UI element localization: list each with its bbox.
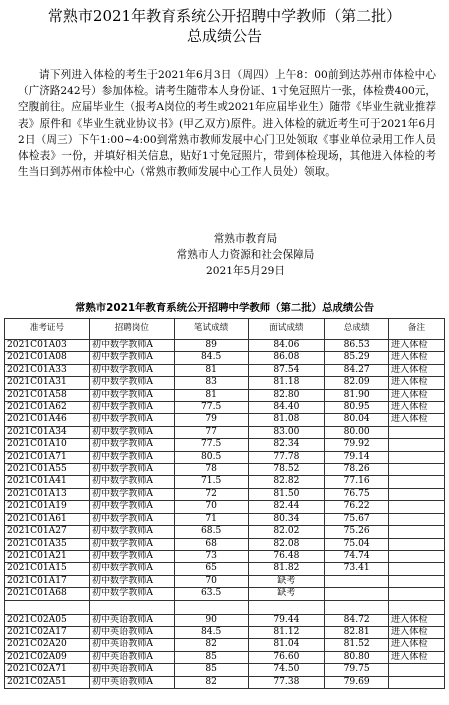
cell-written-score: 70 [174, 501, 248, 513]
cell-written-score: 89 [174, 340, 248, 352]
cell-exam-id: 2021C01A46 [5, 414, 90, 426]
cell-exam-id: 2021C01A41 [5, 476, 90, 488]
cell-total-score: 85.29 [325, 352, 389, 364]
cell-position: 初中数学教师A [89, 352, 174, 364]
cell-written-score: 78 [174, 464, 248, 476]
cell-exam-id: 2021C01A17 [5, 575, 90, 587]
cell-exam-id: 2021C01A21 [5, 550, 90, 562]
cell-written-score: 90 [174, 614, 248, 626]
notice-body [18, 67, 436, 180]
cell-exam-id: 2021C02A17 [5, 626, 90, 638]
cell-written-score: 71 [174, 513, 248, 525]
cell-written-score: 82 [174, 676, 248, 688]
table-row [5, 538, 445, 550]
cell-remark [389, 550, 445, 562]
cell-position: 初中数学教师A [89, 476, 174, 488]
table-row [5, 626, 445, 638]
cell-position: 初中数学教师A [89, 464, 174, 476]
cell-remark: 进入体检 [389, 651, 445, 663]
cell-written-score: 72 [174, 488, 248, 500]
table-body [5, 340, 445, 689]
table-row [5, 651, 445, 663]
cell-written-score: 68 [174, 538, 248, 550]
table-row [5, 614, 445, 626]
cell-exam-id: 2021C01A34 [5, 426, 90, 438]
cell-written-score: 85 [174, 664, 248, 676]
cell-position: 初中数学教师A [89, 513, 174, 525]
cell-written-score: 77.5 [174, 439, 248, 451]
cell-remark [389, 526, 445, 538]
cell-remark: 进入体检 [389, 402, 445, 414]
table-row [5, 563, 445, 575]
cell-remark [389, 664, 445, 676]
cell-interview-score: 81.08 [248, 414, 325, 426]
cell-written-score: 82 [174, 639, 248, 651]
cell-position: 初中数学教师A [89, 439, 174, 451]
cell-interview-score: 82.08 [248, 538, 325, 550]
cell-total-score: 75.04 [325, 538, 389, 550]
signature-block [0, 231, 449, 280]
notice-paragraph: 请下列进入体检的考生于2021年6月3日（周四）上午8：00前到达苏州市体检中心（广济路242号）参加体检。请考生随带本人身份证、1寸免冠照片一张，体检费400元，空腹前往。应届毕业生（报考A岗位的考生或2021年应届毕业生）随带《毕业生就业推荐表》原件和《毕业生就业协议书》(甲乙双方)原件。进入体检的就近考生可于2021年6月2日（周三）下午1:00~4:00到常熟市教师发展中心门卫处领取《事业单位录用工作人员体检表》一份，并填好相关信息，贴好1寸免冠照片，带到体检现场，其他进入体检的考生当日到苏州市体检中心（常熟市教师发展中心工作人员处）领取。 [18, 69, 436, 179]
table-title: 常熟市2021年教育系统公开招聘中学教师（第二批）总成绩公告 [74, 302, 375, 314]
cell-interview-score: 缺考 [248, 575, 325, 587]
cell-total-score [325, 588, 389, 600]
cell-interview-score: 86.08 [248, 352, 325, 364]
cell-total-score: 78.26 [325, 464, 389, 476]
cell-written-score: 81 [174, 389, 248, 401]
cell-remark [389, 538, 445, 550]
cell-remark [389, 600, 445, 614]
cell-interview-score: 74.50 [248, 664, 325, 676]
table-row [5, 414, 445, 426]
cell-exam-id: 2021C02A05 [5, 614, 90, 626]
cell-interview-score: 82.02 [248, 526, 325, 538]
cell-remark [389, 426, 445, 438]
cell-interview-score: 77.38 [248, 676, 325, 688]
table-row [5, 588, 445, 600]
cell-written-score: 63.5 [174, 588, 248, 600]
cell-total-score: 79.75 [325, 664, 389, 676]
cell-position: 初中数学教师A [89, 377, 174, 389]
cell-remark [389, 575, 445, 587]
cell-interview-score: 81.12 [248, 626, 325, 638]
cell-remark [389, 476, 445, 488]
table-row [5, 488, 445, 500]
cell-remark [389, 451, 445, 463]
cell-total-score: 79.92 [325, 439, 389, 451]
cell-exam-id: 2021C01A55 [5, 464, 90, 476]
cell-exam-id: 2021C01A08 [5, 352, 90, 364]
table-row [5, 600, 445, 614]
cell-interview-score: 81.18 [248, 377, 325, 389]
signer-education-bureau: 常熟市教育局 [213, 233, 278, 245]
cell-interview-score: 缺考 [248, 588, 325, 600]
table-row [5, 476, 445, 488]
cell-position: 初中数学教师A [89, 563, 174, 575]
document-title: 常熟市2021年教育系统公开招聘中学教师（第二批） [47, 7, 402, 25]
cell-total-score: 81.52 [325, 639, 389, 651]
cell-total-score: 79.14 [325, 451, 389, 463]
cell-interview-score: 84.06 [248, 340, 325, 352]
cell-total-score: 86.53 [325, 340, 389, 352]
cell-position: 初中数学教师A [89, 488, 174, 500]
cell-remark [389, 488, 445, 500]
table-row [5, 451, 445, 463]
cell-total-score: 82.09 [325, 377, 389, 389]
cell-total-score: 75.67 [325, 513, 389, 525]
cell-remark: 进入体检 [389, 614, 445, 626]
cell-exam-id: 2021C01A62 [5, 402, 90, 414]
cell-exam-id: 2021C01A35 [5, 538, 90, 550]
cell-interview-score: 76.48 [248, 550, 325, 562]
cell-interview-score: 81.50 [248, 488, 325, 500]
cell-position [89, 600, 174, 614]
cell-remark [389, 676, 445, 688]
cell-remark: 进入体检 [389, 352, 445, 364]
cell-written-score: 81 [174, 364, 248, 376]
cell-total-score [325, 600, 389, 614]
cell-exam-id: 2021C01A31 [5, 377, 90, 389]
cell-interview-score: 83.00 [248, 426, 325, 438]
cell-position: 初中英语教师A [89, 664, 174, 676]
cell-exam-id: 2021C01A27 [5, 526, 90, 538]
cell-exam-id: 2021C01A03 [5, 340, 90, 352]
notice-date: 2021年5月29日 [206, 265, 285, 278]
cell-interview-score: 82.80 [248, 389, 325, 401]
table-row [5, 501, 445, 513]
cell-written-score: 68.5 [174, 526, 248, 538]
table-row [5, 402, 445, 414]
score-table [4, 318, 445, 689]
cell-interview-score [248, 600, 325, 614]
cell-remark: 进入体检 [389, 626, 445, 638]
cell-position: 初中数学教师A [89, 340, 174, 352]
cell-total-score: 76.75 [325, 488, 389, 500]
cell-exam-id: 2021C01A33 [5, 364, 90, 376]
cell-interview-score: 77.78 [248, 451, 325, 463]
cell-remark [389, 439, 445, 451]
document-subtitle: 总成绩公告 [186, 27, 262, 45]
cell-interview-score: 81.04 [248, 639, 325, 651]
cell-interview-score: 80.34 [248, 513, 325, 525]
cell-total-score: 80.80 [325, 651, 389, 663]
header-position: 招聘岗位 [89, 319, 174, 340]
cell-position: 初中英语教师A [89, 626, 174, 638]
table-row [5, 575, 445, 587]
cell-total-score: 77.16 [325, 476, 389, 488]
cell-remark: 进入体检 [389, 414, 445, 426]
cell-exam-id [5, 600, 90, 614]
cell-position: 初中数学教师A [89, 426, 174, 438]
cell-position: 初中数学教师A [89, 402, 174, 414]
cell-total-score: 74.74 [325, 550, 389, 562]
cell-interview-score: 81.82 [248, 563, 325, 575]
cell-position: 初中英语教师A [89, 651, 174, 663]
cell-written-score [174, 600, 248, 614]
cell-remark [389, 588, 445, 600]
header-interview-score: 面试成绩 [248, 319, 325, 340]
cell-position: 初中英语教师A [89, 676, 174, 688]
cell-position: 初中数学教师A [89, 414, 174, 426]
table-row [5, 676, 445, 688]
table-row [5, 526, 445, 538]
cell-exam-id: 2021C01A15 [5, 563, 90, 575]
cell-total-score: 80.04 [325, 414, 389, 426]
cell-written-score: 65 [174, 563, 248, 575]
cell-exam-id: 2021C01A19 [5, 501, 90, 513]
header-remark: 备注 [389, 319, 445, 340]
cell-interview-score: 82.44 [248, 501, 325, 513]
table-row [5, 426, 445, 438]
signer-hr-bureau: 常熟市人力资源和社会保障局 [176, 249, 315, 262]
cell-exam-id: 2021C01A58 [5, 389, 90, 401]
cell-exam-id: 2021C01A61 [5, 513, 90, 525]
cell-total-score: 84.72 [325, 614, 389, 626]
cell-position: 初中数学教师A [89, 588, 174, 600]
table-row [5, 664, 445, 676]
cell-total-score: 81.90 [325, 389, 389, 401]
cell-position: 初中数学教师A [89, 575, 174, 587]
cell-exam-id: 2021C01A71 [5, 451, 90, 463]
cell-total-score: 73.41 [325, 563, 389, 575]
cell-exam-id: 2021C02A51 [5, 676, 90, 688]
cell-position: 初中数学教师A [89, 501, 174, 513]
table-row [5, 340, 445, 352]
cell-exam-id: 2021C02A71 [5, 664, 90, 676]
table-row [5, 364, 445, 376]
table-header-row [5, 319, 445, 340]
cell-position: 初中英语教师A [89, 614, 174, 626]
cell-position: 初中数学教师A [89, 550, 174, 562]
table-row [5, 513, 445, 525]
cell-exam-id: 2021C01A13 [5, 488, 90, 500]
table-row [5, 550, 445, 562]
cell-total-score: 84.27 [325, 364, 389, 376]
cell-total-score: 80.00 [325, 426, 389, 438]
cell-written-score: 73 [174, 550, 248, 562]
cell-position: 初中数学教师A [89, 364, 174, 376]
cell-exam-id: 2021C02A20 [5, 639, 90, 651]
cell-interview-score: 82.34 [248, 439, 325, 451]
cell-total-score: 76.22 [325, 501, 389, 513]
cell-written-score: 84.5 [174, 352, 248, 364]
cell-total-score: 79.69 [325, 676, 389, 688]
cell-remark: 进入体检 [389, 377, 445, 389]
cell-exam-id: 2021C01A10 [5, 439, 90, 451]
table-row [5, 464, 445, 476]
cell-total-score: 75.26 [325, 526, 389, 538]
cell-remark [389, 464, 445, 476]
header-exam-id: 准考证号 [5, 319, 90, 340]
cell-written-score: 77.5 [174, 402, 248, 414]
header-written-score: 笔试成绩 [174, 319, 248, 340]
table-row [5, 352, 445, 364]
cell-written-score: 71.5 [174, 476, 248, 488]
cell-position: 初中数学教师A [89, 538, 174, 550]
cell-position: 初中数学教师A [89, 389, 174, 401]
table-row [5, 389, 445, 401]
table-row [5, 639, 445, 651]
header-total-score: 总成绩 [325, 319, 389, 340]
cell-written-score: 84.5 [174, 626, 248, 638]
cell-remark: 进入体检 [389, 364, 445, 376]
cell-written-score: 79 [174, 414, 248, 426]
cell-interview-score: 82.82 [248, 476, 325, 488]
table-row [5, 439, 445, 451]
cell-written-score: 80.5 [174, 451, 248, 463]
cell-remark: 进入体检 [389, 639, 445, 651]
cell-position: 初中英语教师A [89, 639, 174, 651]
table-row [5, 377, 445, 389]
cell-remark: 进入体检 [389, 340, 445, 352]
cell-interview-score: 76.60 [248, 651, 325, 663]
cell-interview-score: 84.40 [248, 402, 325, 414]
cell-position: 初中数学教师A [89, 451, 174, 463]
cell-written-score: 83 [174, 377, 248, 389]
cell-remark: 进入体检 [389, 389, 445, 401]
cell-written-score: 85 [174, 651, 248, 663]
cell-position: 初中数学教师A [89, 526, 174, 538]
cell-total-score: 82.81 [325, 626, 389, 638]
cell-exam-id: 2021C02A09 [5, 651, 90, 663]
cell-remark [389, 563, 445, 575]
cell-total-score [325, 575, 389, 587]
cell-interview-score: 78.52 [248, 464, 325, 476]
cell-remark [389, 501, 445, 513]
cell-remark [389, 513, 445, 525]
cell-interview-score: 87.54 [248, 364, 325, 376]
cell-total-score: 80.95 [325, 402, 389, 414]
cell-written-score: 70 [174, 575, 248, 587]
cell-written-score: 77 [174, 426, 248, 438]
cell-exam-id: 2021C01A68 [5, 588, 90, 600]
cell-interview-score: 79.44 [248, 614, 325, 626]
